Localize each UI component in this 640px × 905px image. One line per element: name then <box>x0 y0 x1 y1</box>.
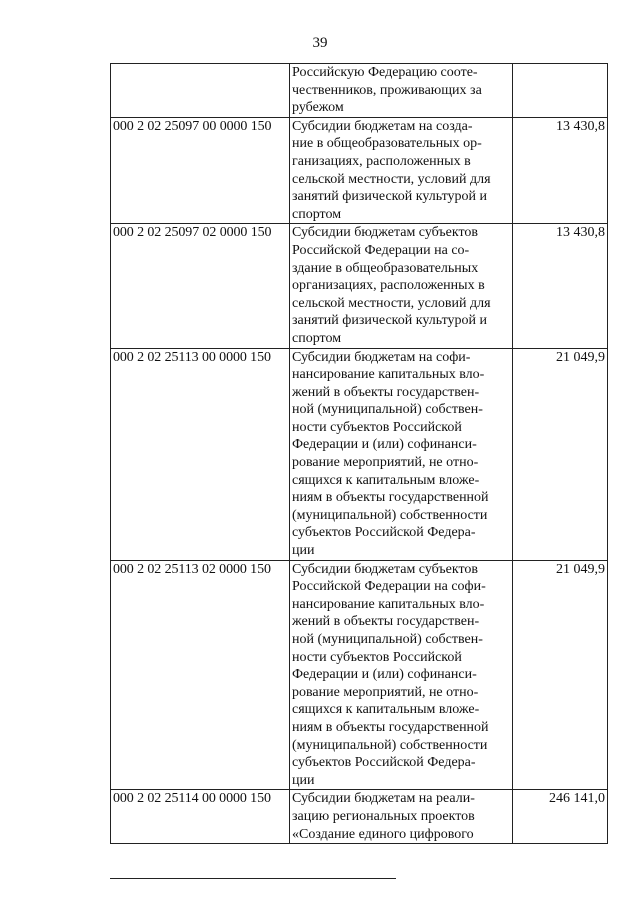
amount-cell: 13 430,8 <box>513 224 608 348</box>
amount-cell: 21 049,9 <box>513 348 608 560</box>
budget-code-cell: 000 2 02 25113 02 0000 150 <box>111 560 290 790</box>
budget-code-cell: 000 2 02 25097 02 0000 150 <box>111 224 290 348</box>
description-cell: Субсидии бюджетам на созда- ние в общеобразовательных ор- ганизациях, расположенных в сельской местности, условий для занятий физической культурой и спортом <box>290 117 513 224</box>
page-number: 39 <box>312 35 328 51</box>
table-row <box>111 64 608 118</box>
budget-code-cell: 000 2 02 25114 00 0000 150 <box>111 790 290 844</box>
amount-cell: 246 141,0 <box>513 790 608 844</box>
budget-table <box>110 63 608 844</box>
table-row <box>111 224 608 348</box>
table-row <box>111 560 608 790</box>
description-cell: Российскую Федерацию сооте- чественников, проживающих за рубежом <box>290 64 513 118</box>
description-cell: Субсидии бюджетам субъектов Российской Федерации на софи- нансирование капитальных вло- жений в объекты государствен- ной (муниципальной) собствен- ности субъектов Российской Федерации и (или) софинанси- рование мероприятий, не отно- сящихся к капитальным вложе- ниям в объекты государственной (муниципальной) собственности субъектов Российской Федера- ции <box>290 560 513 790</box>
footnote-divider <box>110 878 396 879</box>
table-row <box>111 117 608 224</box>
amount-cell: 21 049,9 <box>513 560 608 790</box>
table-row <box>111 790 608 844</box>
description-cell: Субсидии бюджетам на реали- зацию региональных проектов «Создание единого цифрового <box>290 790 513 844</box>
amount-cell <box>513 64 608 118</box>
budget-code-cell: 000 2 02 25097 00 0000 150 <box>111 117 290 224</box>
description-cell: Субсидии бюджетам субъектов Российской Федерации на со- здание в общеобразовательных организациях, расположенных в сельской местности, условий для занятий физической культурой и спортом <box>290 224 513 348</box>
description-cell: Субсидии бюджетам на софи- нансирование капитальных вло- жений в объекты государствен- ной (муниципальной) собствен- ности субъектов Российской Федерации и (или) софинанси- рование мероприятий, не отно- сящихся к капитальным вложе- ниям в объекты государственной (муниципальной) собственности субъектов Российской Федера- ции <box>290 348 513 560</box>
table-row <box>111 348 608 560</box>
amount-cell: 13 430,8 <box>513 117 608 224</box>
budget-code-cell: 000 2 02 25113 00 0000 150 <box>111 348 290 560</box>
budget-code-cell <box>111 64 290 118</box>
